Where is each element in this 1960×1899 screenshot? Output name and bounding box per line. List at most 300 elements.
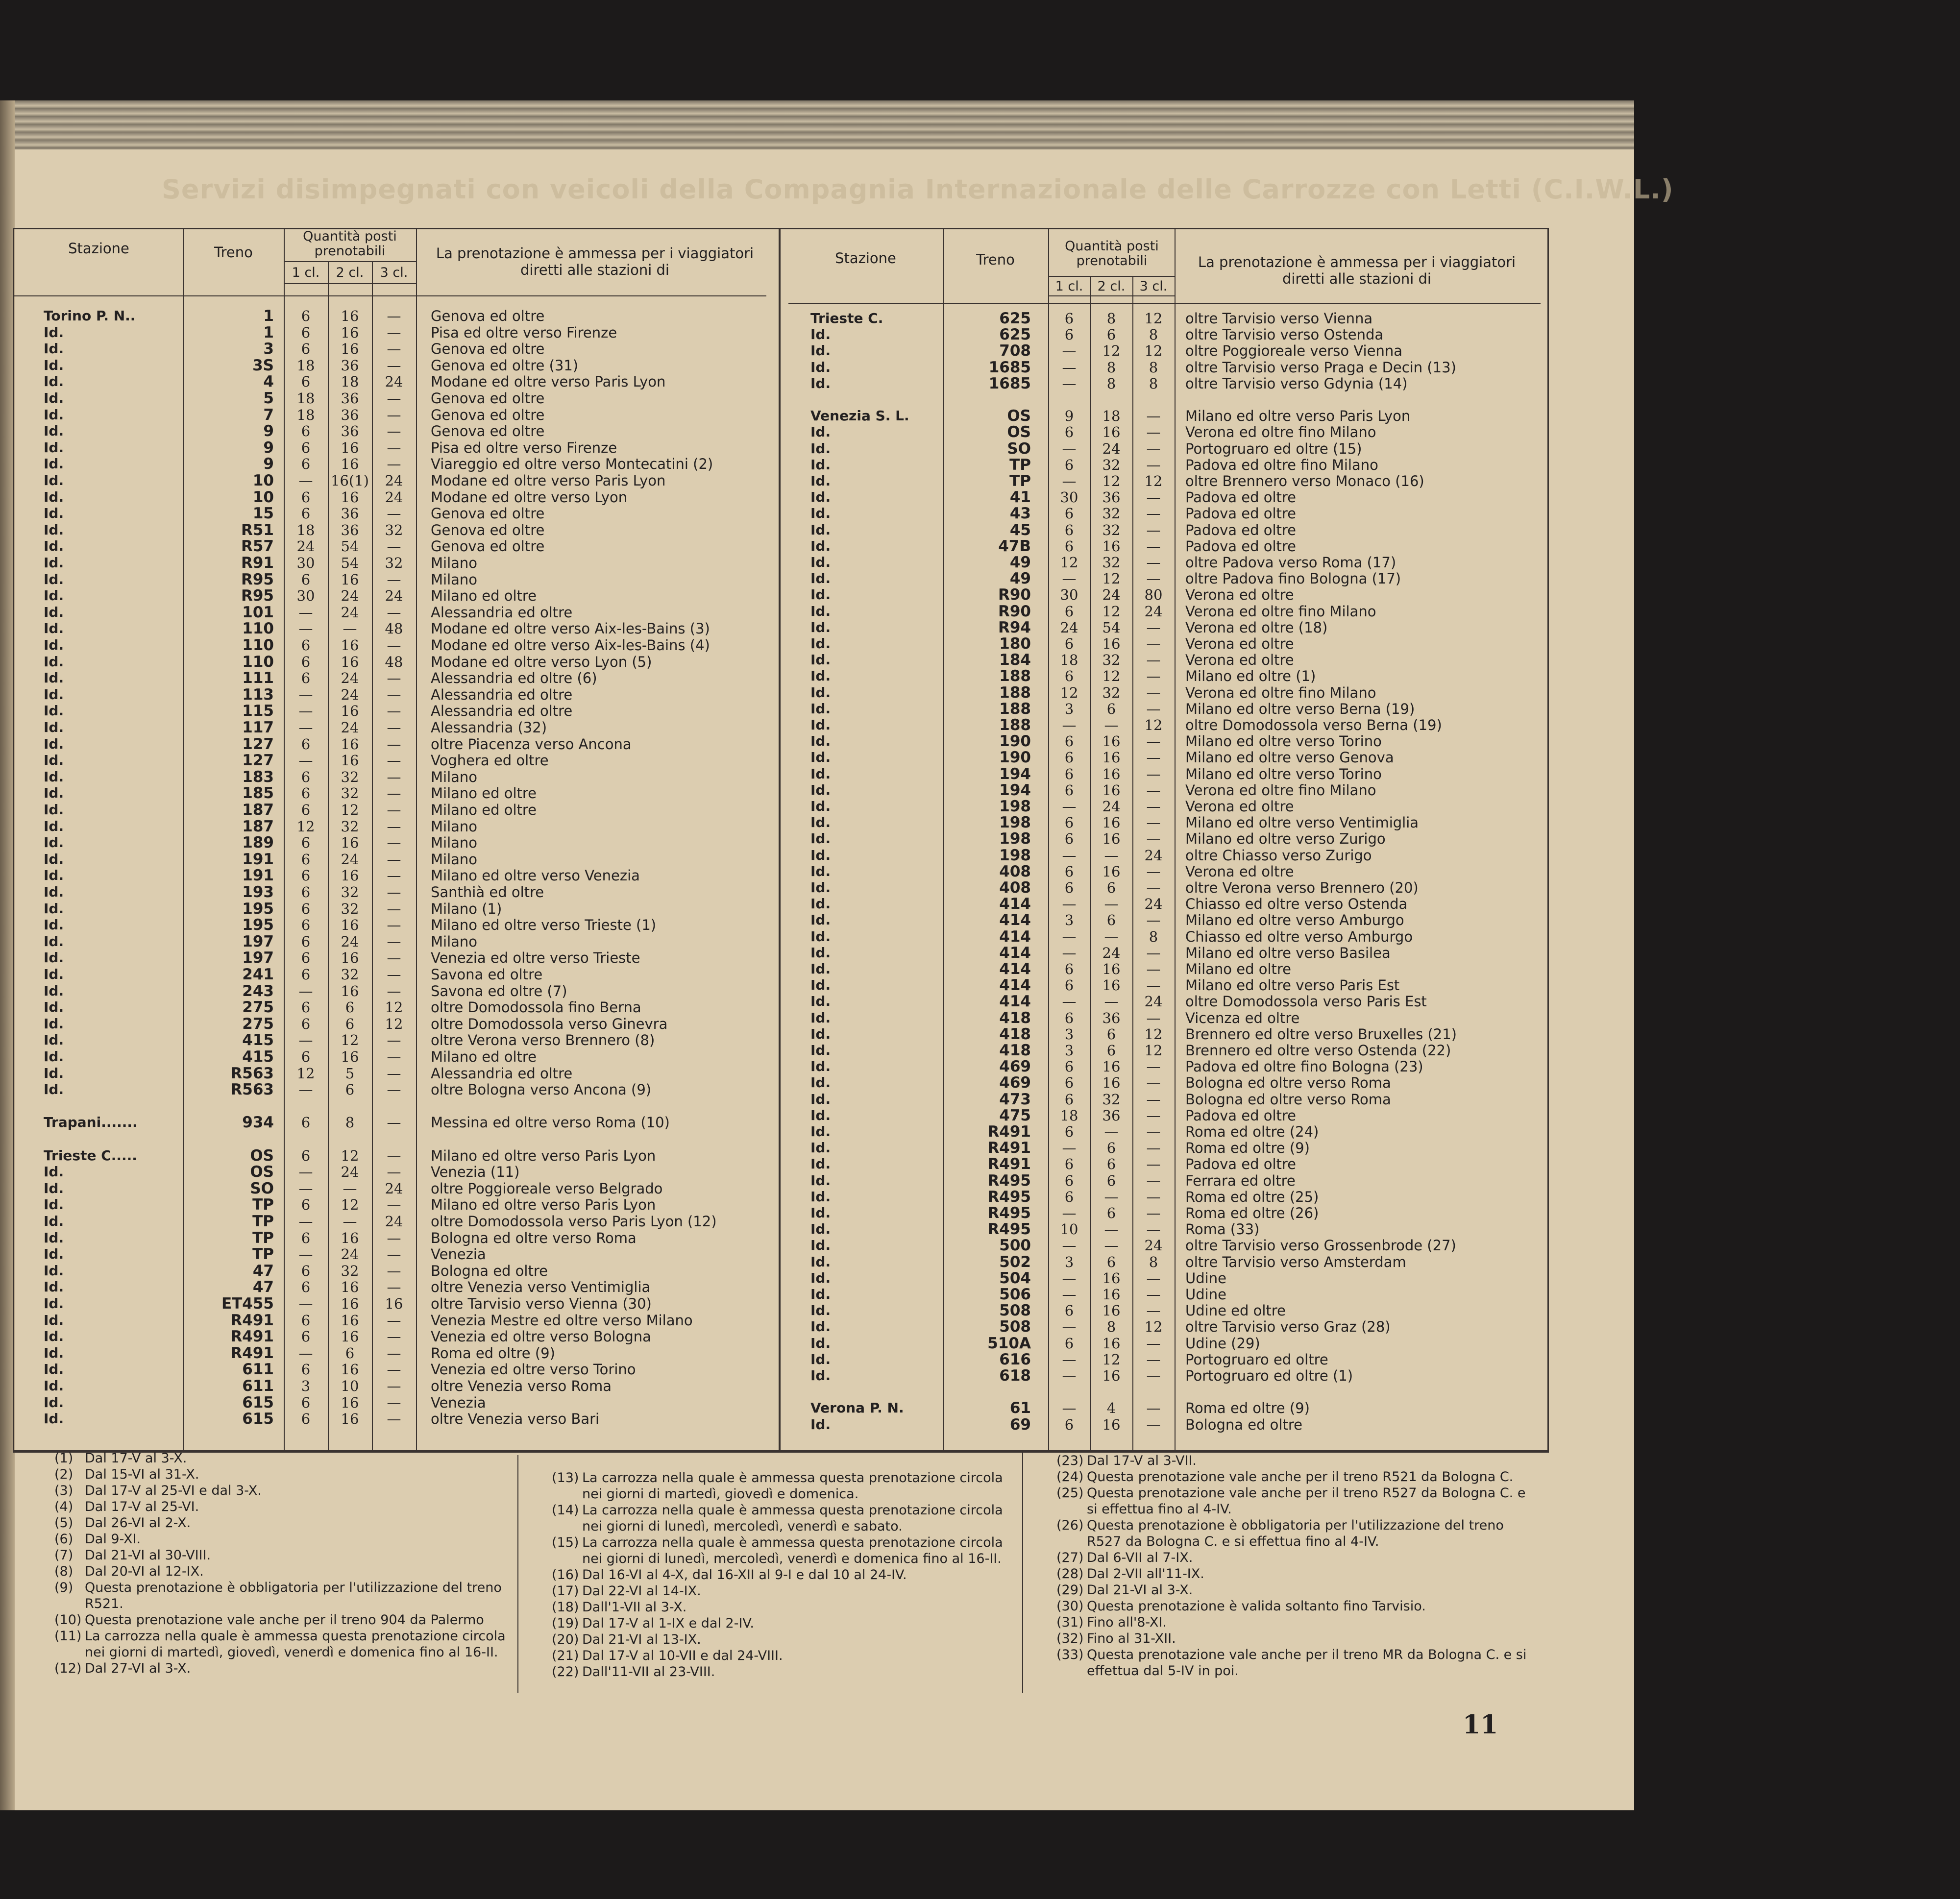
class2-cell: 36 (341, 390, 359, 407)
class2-cell: 12 (1102, 570, 1121, 587)
class2-cell: 24 (341, 604, 359, 621)
station-cell: Id. (44, 884, 64, 900)
class2-cell: 54 (1102, 619, 1121, 636)
class3-cell: 32 (385, 555, 403, 571)
header-cl2: 2 cl. (1097, 279, 1126, 294)
class1-cell: 6 (301, 834, 311, 852)
train-cell: 615 (242, 1410, 274, 1428)
table-row (14, 950, 776, 966)
train-cell: 110 (242, 636, 274, 654)
table-row (14, 1081, 776, 1098)
bleed-through-title: Servizi disimpegnati con veicoli della Compagnia Internazionale delle Carrozze con Letti (C.I.W.L.) (162, 174, 1674, 205)
class3-cell: 8 (1149, 1253, 1158, 1270)
class1-cell: — (1062, 1367, 1077, 1384)
class3-cell: 12 (1144, 1318, 1163, 1336)
class1-cell: 6 (301, 1328, 311, 1345)
train-cell: 469 (999, 1074, 1031, 1092)
class2-cell: 8 (1106, 1318, 1116, 1336)
train-cell: 408 (999, 862, 1031, 880)
train-cell: R95 (241, 587, 274, 605)
class2-cell: 32 (1102, 652, 1121, 669)
train-cell: 127 (242, 735, 274, 753)
grid-line (284, 283, 416, 284)
destination-cell: Alessandria ed oltre (6) (431, 670, 597, 687)
table-row (788, 1189, 1550, 1205)
station-cell: Id. (44, 505, 64, 522)
destination-cell: oltre Domodossola verso Ginevra (431, 1015, 668, 1032)
train-cell: 194 (999, 781, 1031, 799)
train-cell: SO (250, 1179, 274, 1197)
destination-cell: Padova ed oltre (1185, 1156, 1297, 1173)
footnote (54, 1515, 510, 1531)
table-row (788, 603, 1550, 620)
class2-cell: 12 (1102, 1351, 1121, 1368)
destination-cell: Genova ed oltre (431, 341, 545, 358)
station-cell: Id. (810, 1205, 831, 1221)
class3-cell: 32 (385, 521, 403, 538)
table-row (788, 961, 1550, 977)
class3-cell: — (1146, 1286, 1161, 1303)
class1-cell: 6 (1064, 1302, 1074, 1319)
table-row (14, 736, 776, 753)
class1-cell: 6 (301, 423, 311, 440)
class1-cell: 6 (301, 768, 311, 785)
class2-cell: 16 (341, 917, 359, 934)
destination-cell: Portogruaro ed oltre (1) (1185, 1367, 1353, 1384)
class3-cell: 12 (1144, 342, 1163, 360)
class1-cell: 3 (1064, 1025, 1074, 1043)
table-row (14, 1016, 776, 1032)
train-cell: 241 (242, 966, 274, 983)
train-cell: 197 (242, 949, 274, 967)
footnote-label: (12) (54, 1661, 82, 1676)
train-cell: 243 (242, 982, 274, 1000)
destination-cell: Venezia ed oltre verso Torino (431, 1361, 636, 1378)
destination-cell: Roma ed oltre (24) (1185, 1123, 1319, 1140)
class1-cell: — (1062, 1400, 1077, 1417)
destination-cell: Milano ed oltre verso Berna (19) (1185, 700, 1415, 717)
train-cell: R57 (241, 537, 274, 556)
destination-cell: Messina ed oltre verso Roma (10) (431, 1114, 670, 1131)
class2-cell: 16 (1102, 1058, 1121, 1075)
table-row (788, 749, 1550, 766)
station-cell: Id. (810, 944, 831, 961)
footnote-text: Questa prenotazione vale anche per il treno R521 da Bologna C. (1087, 1469, 1514, 1485)
class2-cell: 12 (1102, 342, 1121, 360)
class1-cell: 6 (1064, 814, 1074, 831)
train-cell: 500 (999, 1237, 1031, 1255)
table-row (14, 1394, 776, 1411)
table-row (788, 570, 1550, 587)
station-cell: Id. (44, 900, 64, 917)
class1-cell: — (298, 686, 313, 703)
table-row (788, 619, 1550, 636)
class1-cell: 6 (1064, 326, 1074, 343)
footnote-label: (17) (552, 1583, 579, 1599)
class2-cell: 16 (1102, 1286, 1121, 1303)
footnote-label: (2) (54, 1467, 74, 1482)
header-cl2: 2 cl. (336, 265, 364, 280)
destination-cell: Milano (431, 851, 478, 868)
class3-cell: — (387, 752, 401, 769)
station-cell: Id. (44, 341, 64, 357)
station-cell: Id. (810, 1269, 831, 1286)
table-row (788, 554, 1550, 571)
destination-cell: Genova ed oltre (431, 538, 545, 555)
train-cell: 180 (999, 635, 1031, 653)
train-cell: 47B (998, 537, 1031, 555)
station-cell: Id. (44, 1394, 64, 1411)
class2-cell: — (1104, 1237, 1119, 1254)
station-cell: Id. (44, 670, 64, 686)
footnote-label: (29) (1056, 1582, 1084, 1598)
footnote (1056, 1582, 1527, 1598)
class3-cell: — (1146, 1009, 1161, 1026)
station-cell: Id. (810, 521, 831, 538)
class2-cell: 16 (341, 1312, 359, 1329)
train-cell: 191 (242, 867, 274, 885)
station-cell: Id. (810, 961, 831, 977)
table-row (788, 408, 1550, 424)
destination-cell: Bologna ed oltre verso Roma (431, 1229, 637, 1246)
table-row (14, 522, 776, 538)
destination-cell: Milano ed oltre verso Ventimiglia (1185, 814, 1419, 831)
table-row (788, 684, 1550, 701)
table-row (14, 1065, 776, 1082)
station-cell: Id. (810, 1416, 831, 1433)
destination-cell: Milano ed oltre verso Amburgo (1185, 912, 1404, 929)
footnote-text: Dal 6-VII al 7-IX. (1087, 1550, 1193, 1565)
class1-cell: 24 (296, 538, 315, 555)
class3-cell: — (387, 686, 401, 703)
destination-cell: oltre Venezia verso Ventimiglia (431, 1279, 651, 1296)
class3-cell: 24 (385, 1213, 403, 1230)
class2-cell: 24 (341, 670, 359, 687)
table-row (788, 424, 1550, 440)
class1-cell: 6 (301, 341, 311, 358)
destination-cell: Milano ed oltre (431, 1048, 537, 1065)
class3-cell: — (1146, 1188, 1161, 1205)
table-row (14, 851, 776, 868)
train-cell: 117 (242, 719, 274, 736)
class2-cell: 16 (1102, 765, 1121, 782)
table-row (788, 733, 1550, 750)
destination-cell: Milano ed oltre verso Torino (1185, 765, 1382, 782)
class1-cell: 6 (1064, 733, 1074, 750)
destination-cell: Bologna ed oltre verso Roma (1185, 1074, 1391, 1092)
footnote-label: (11) (54, 1629, 82, 1644)
table-row (788, 1367, 1550, 1384)
class2-cell: 16 (341, 653, 359, 670)
class2-cell: 16 (341, 1394, 359, 1411)
destination-cell: oltre Tarvisio verso Gdynia (14) (1185, 375, 1408, 392)
table-row (788, 798, 1550, 815)
destination-cell: oltre Padova fino Bologna (17) (1185, 570, 1401, 587)
class2-cell: 24 (341, 851, 359, 868)
class1-cell: — (1062, 440, 1077, 457)
class2-cell: 6 (1106, 700, 1116, 717)
class2-cell: 16 (1102, 537, 1121, 555)
destination-cell: Alessandria ed oltre (431, 703, 573, 720)
train-cell: 198 (999, 798, 1031, 815)
class1-cell: — (1062, 570, 1077, 587)
station-cell: Id. (810, 1009, 831, 1026)
class2-cell: — (1104, 993, 1119, 1010)
footnote-text: Dal 17-V al 3-X. (85, 1451, 187, 1466)
class2-cell: 6 (1106, 326, 1116, 343)
train-cell: 275 (242, 998, 274, 1017)
class1-cell: 6 (301, 373, 311, 390)
destination-cell: Venezia (431, 1246, 486, 1263)
class2-cell: 6 (345, 1015, 355, 1032)
table-row (14, 407, 776, 423)
train-cell: 934 (242, 1114, 274, 1132)
class3-cell: — (1146, 1367, 1161, 1384)
station-cell: Id. (810, 359, 831, 375)
class3-cell: — (387, 439, 401, 456)
class3-cell: — (1146, 619, 1161, 636)
footnotes-col-3 (1056, 1453, 1527, 1679)
class3-cell: — (1146, 1400, 1161, 1417)
station-cell: Id. (810, 928, 831, 945)
class2-cell: — (1104, 896, 1119, 913)
table-row (14, 538, 776, 555)
destination-cell: Modane ed oltre verso Aix-les-Bains (3) (431, 620, 710, 637)
class2-cell: 16 (1102, 749, 1121, 766)
footnote (1056, 1647, 1527, 1679)
footnote (54, 1628, 510, 1660)
station-cell: Id. (810, 798, 831, 814)
class1-cell: 6 (301, 1114, 311, 1131)
destination-cell: Milano (431, 818, 478, 835)
station-cell: Id. (44, 1378, 64, 1394)
table-row (14, 901, 776, 917)
class2-cell: 16 (341, 982, 359, 999)
table-row (788, 766, 1550, 782)
class2-cell: 16 (341, 703, 359, 720)
station-cell: Id. (44, 703, 64, 719)
class2-cell: 24 (341, 1246, 359, 1263)
class2-cell: 16 (341, 950, 359, 967)
footnote (54, 1580, 510, 1612)
class2-cell: 16 (341, 1295, 359, 1312)
class3-cell: — (387, 1048, 401, 1065)
class3-cell: — (387, 1246, 401, 1263)
class1-cell: 6 (301, 884, 311, 901)
destination-cell: Modane ed oltre verso Paris Lyon (431, 373, 666, 390)
station-cell: Id. (44, 1229, 64, 1246)
class3-cell: — (1146, 814, 1161, 831)
table-row (14, 1048, 776, 1065)
station-cell: Id. (44, 456, 64, 472)
footnote-divider (517, 1455, 518, 1693)
train-cell: R51 (241, 521, 274, 539)
table-row (14, 1312, 776, 1329)
class3-cell: — (1146, 1269, 1161, 1287)
destination-cell: Savona ed oltre (7) (431, 982, 567, 999)
table-row (14, 1230, 776, 1246)
class1-cell: 6 (301, 966, 311, 983)
class2-cell: 8 (1106, 310, 1116, 327)
train-cell: 190 (999, 732, 1031, 751)
destination-cell: oltre Padova verso Roma (17) (1185, 554, 1396, 571)
destination-cell: Genova ed oltre (431, 308, 545, 324)
train-cell: 5 (263, 390, 274, 407)
class2-cell: 16 (1102, 733, 1121, 750)
class2-cell: 6 (1106, 912, 1116, 929)
class3-cell: 12 (385, 1015, 403, 1032)
class3-cell: — (387, 785, 401, 802)
station-cell: Id. (810, 977, 831, 994)
class3-cell: — (387, 341, 401, 358)
class3-cell: — (387, 1411, 401, 1428)
class1-cell: 6 (301, 1229, 311, 1246)
destination-cell: oltre Piacenza verso Ancona (431, 735, 632, 753)
train-cell: OS (1007, 423, 1031, 441)
class3-cell: — (387, 933, 401, 950)
table-row (788, 1026, 1550, 1043)
station-cell: Id. (44, 1065, 64, 1081)
table-row (788, 1286, 1550, 1303)
class2-cell: — (1104, 1123, 1119, 1140)
station-cell: Id. (810, 440, 831, 457)
class1-cell: — (298, 1180, 313, 1197)
class2-cell: 16 (341, 867, 359, 884)
footnote-text: Dal 9-XI. (85, 1532, 141, 1547)
table-row (14, 637, 776, 654)
destination-cell: Udine (1185, 1269, 1226, 1287)
station-cell: Id. (44, 488, 64, 505)
class2-cell: 12 (341, 1147, 359, 1164)
station-cell: Id. (44, 1180, 64, 1196)
train-cell: 183 (242, 768, 274, 786)
class2-cell: 6 (345, 1081, 355, 1098)
class3-cell: — (387, 670, 401, 687)
station-cell: Id. (810, 896, 831, 912)
destination-cell: Modane ed oltre verso Lyon (5) (431, 653, 652, 670)
train-cell: R91 (241, 554, 274, 572)
train-cell: 510A (987, 1334, 1031, 1352)
class1-cell: 30 (1060, 489, 1078, 506)
class2-cell: 32 (341, 785, 359, 802)
train-cell: 49 (1009, 554, 1031, 571)
footnote-text: Dal 17-V al 1-IX e dal 2-IV. (582, 1616, 754, 1631)
class2-cell: 16 (341, 1048, 359, 1065)
class2-cell: 8 (345, 1114, 355, 1131)
table-row (788, 1042, 1550, 1059)
table-row (788, 1123, 1550, 1140)
class3-cell: — (1146, 912, 1161, 929)
class3-cell: — (1146, 1058, 1161, 1075)
class2-cell: 6 (1106, 1172, 1116, 1189)
class3-cell: 8 (1149, 375, 1158, 392)
destination-cell: Modane ed oltre verso Aix-les-Bains (4) (431, 637, 710, 654)
train-cell: 9 (263, 455, 274, 473)
train-cell: 41 (1009, 488, 1031, 507)
destination-cell: Verona ed oltre fino Milano (1185, 781, 1376, 799)
class1-cell: 6 (1064, 1123, 1074, 1140)
table-row (14, 571, 776, 588)
class2-cell: 18 (341, 373, 359, 390)
destination-cell: Udine (29) (1185, 1335, 1260, 1352)
station-cell: Id. (810, 489, 831, 506)
train-cell: 414 (999, 976, 1031, 995)
table-row (788, 359, 1550, 376)
class2-cell: 6 (345, 1344, 355, 1362)
station-cell: Id. (44, 1411, 64, 1427)
footnote-text: Questa prenotazione vale anche per il treno 904 da Palermo (85, 1612, 484, 1628)
class3-cell: — (1146, 684, 1161, 701)
station-cell: Id. (810, 1107, 831, 1123)
class2-cell: 18 (1102, 408, 1121, 425)
class1-cell: 6 (301, 867, 311, 884)
train-cell: 191 (242, 850, 274, 868)
class1-cell: — (298, 604, 313, 621)
train-cell: TP (252, 1229, 274, 1247)
header-treno: Treno (976, 251, 1015, 268)
class1-cell: 6 (301, 900, 311, 917)
footnote-label: (32) (1056, 1631, 1084, 1646)
station-cell: Trapani....... (44, 1114, 138, 1131)
footnote-label: (31) (1056, 1615, 1084, 1630)
station-cell: Id. (810, 993, 831, 1010)
footnote (54, 1483, 510, 1499)
station-cell: Id. (810, 1367, 831, 1384)
footnote-text: Dal 17-V al 10-VII e dal 24-VIII. (582, 1648, 783, 1663)
class2-cell: 16 (1102, 1367, 1121, 1384)
train-cell: TP (1009, 472, 1031, 490)
station-cell: Id. (810, 684, 831, 701)
class1-cell: 6 (1064, 505, 1074, 522)
train-cell: 414 (999, 993, 1031, 1011)
train-cell: 197 (242, 932, 274, 950)
footnote (552, 1599, 1022, 1615)
class3-cell: 12 (1144, 1042, 1163, 1059)
class3-cell: — (1146, 944, 1161, 961)
class2-cell: 16 (1102, 863, 1121, 880)
class2-cell: 12 (1102, 603, 1121, 620)
class3-cell: — (1146, 570, 1161, 587)
footnote (552, 1631, 1022, 1648)
footnote-text: Dal 15-VI al 31-X. (85, 1467, 199, 1482)
station-cell: Id. (44, 735, 64, 752)
class2-cell: 16 (341, 834, 359, 852)
station-cell: Id. (44, 1196, 64, 1213)
footnote (54, 1660, 510, 1677)
class3-cell: 24 (385, 472, 403, 489)
class1-cell: 6 (1064, 635, 1074, 652)
table-row (788, 993, 1550, 1010)
footnote-label: (28) (1056, 1566, 1084, 1582)
table-row (788, 1302, 1550, 1319)
header-stazione: Stazione (68, 240, 129, 257)
class2-cell: 6 (1106, 879, 1116, 896)
class2-cell: 16 (341, 439, 359, 456)
footnote (54, 1563, 510, 1580)
footnote-label: (9) (54, 1580, 74, 1595)
class2-cell: 24 (341, 587, 359, 605)
destination-cell: Padova ed oltre (1185, 1107, 1297, 1124)
table-row (788, 896, 1550, 912)
class3-cell: — (1146, 635, 1161, 652)
class1-cell: — (1062, 798, 1077, 815)
train-cell: 188 (999, 683, 1031, 702)
destination-cell: Padova ed oltre fino Milano (1185, 456, 1378, 473)
footnote-text: Fino al 31-XII. (1087, 1631, 1176, 1646)
station-cell: Id. (44, 357, 64, 373)
table-row (14, 620, 776, 637)
destination-cell: Viareggio ed oltre verso Montecatini (2) (431, 456, 713, 473)
